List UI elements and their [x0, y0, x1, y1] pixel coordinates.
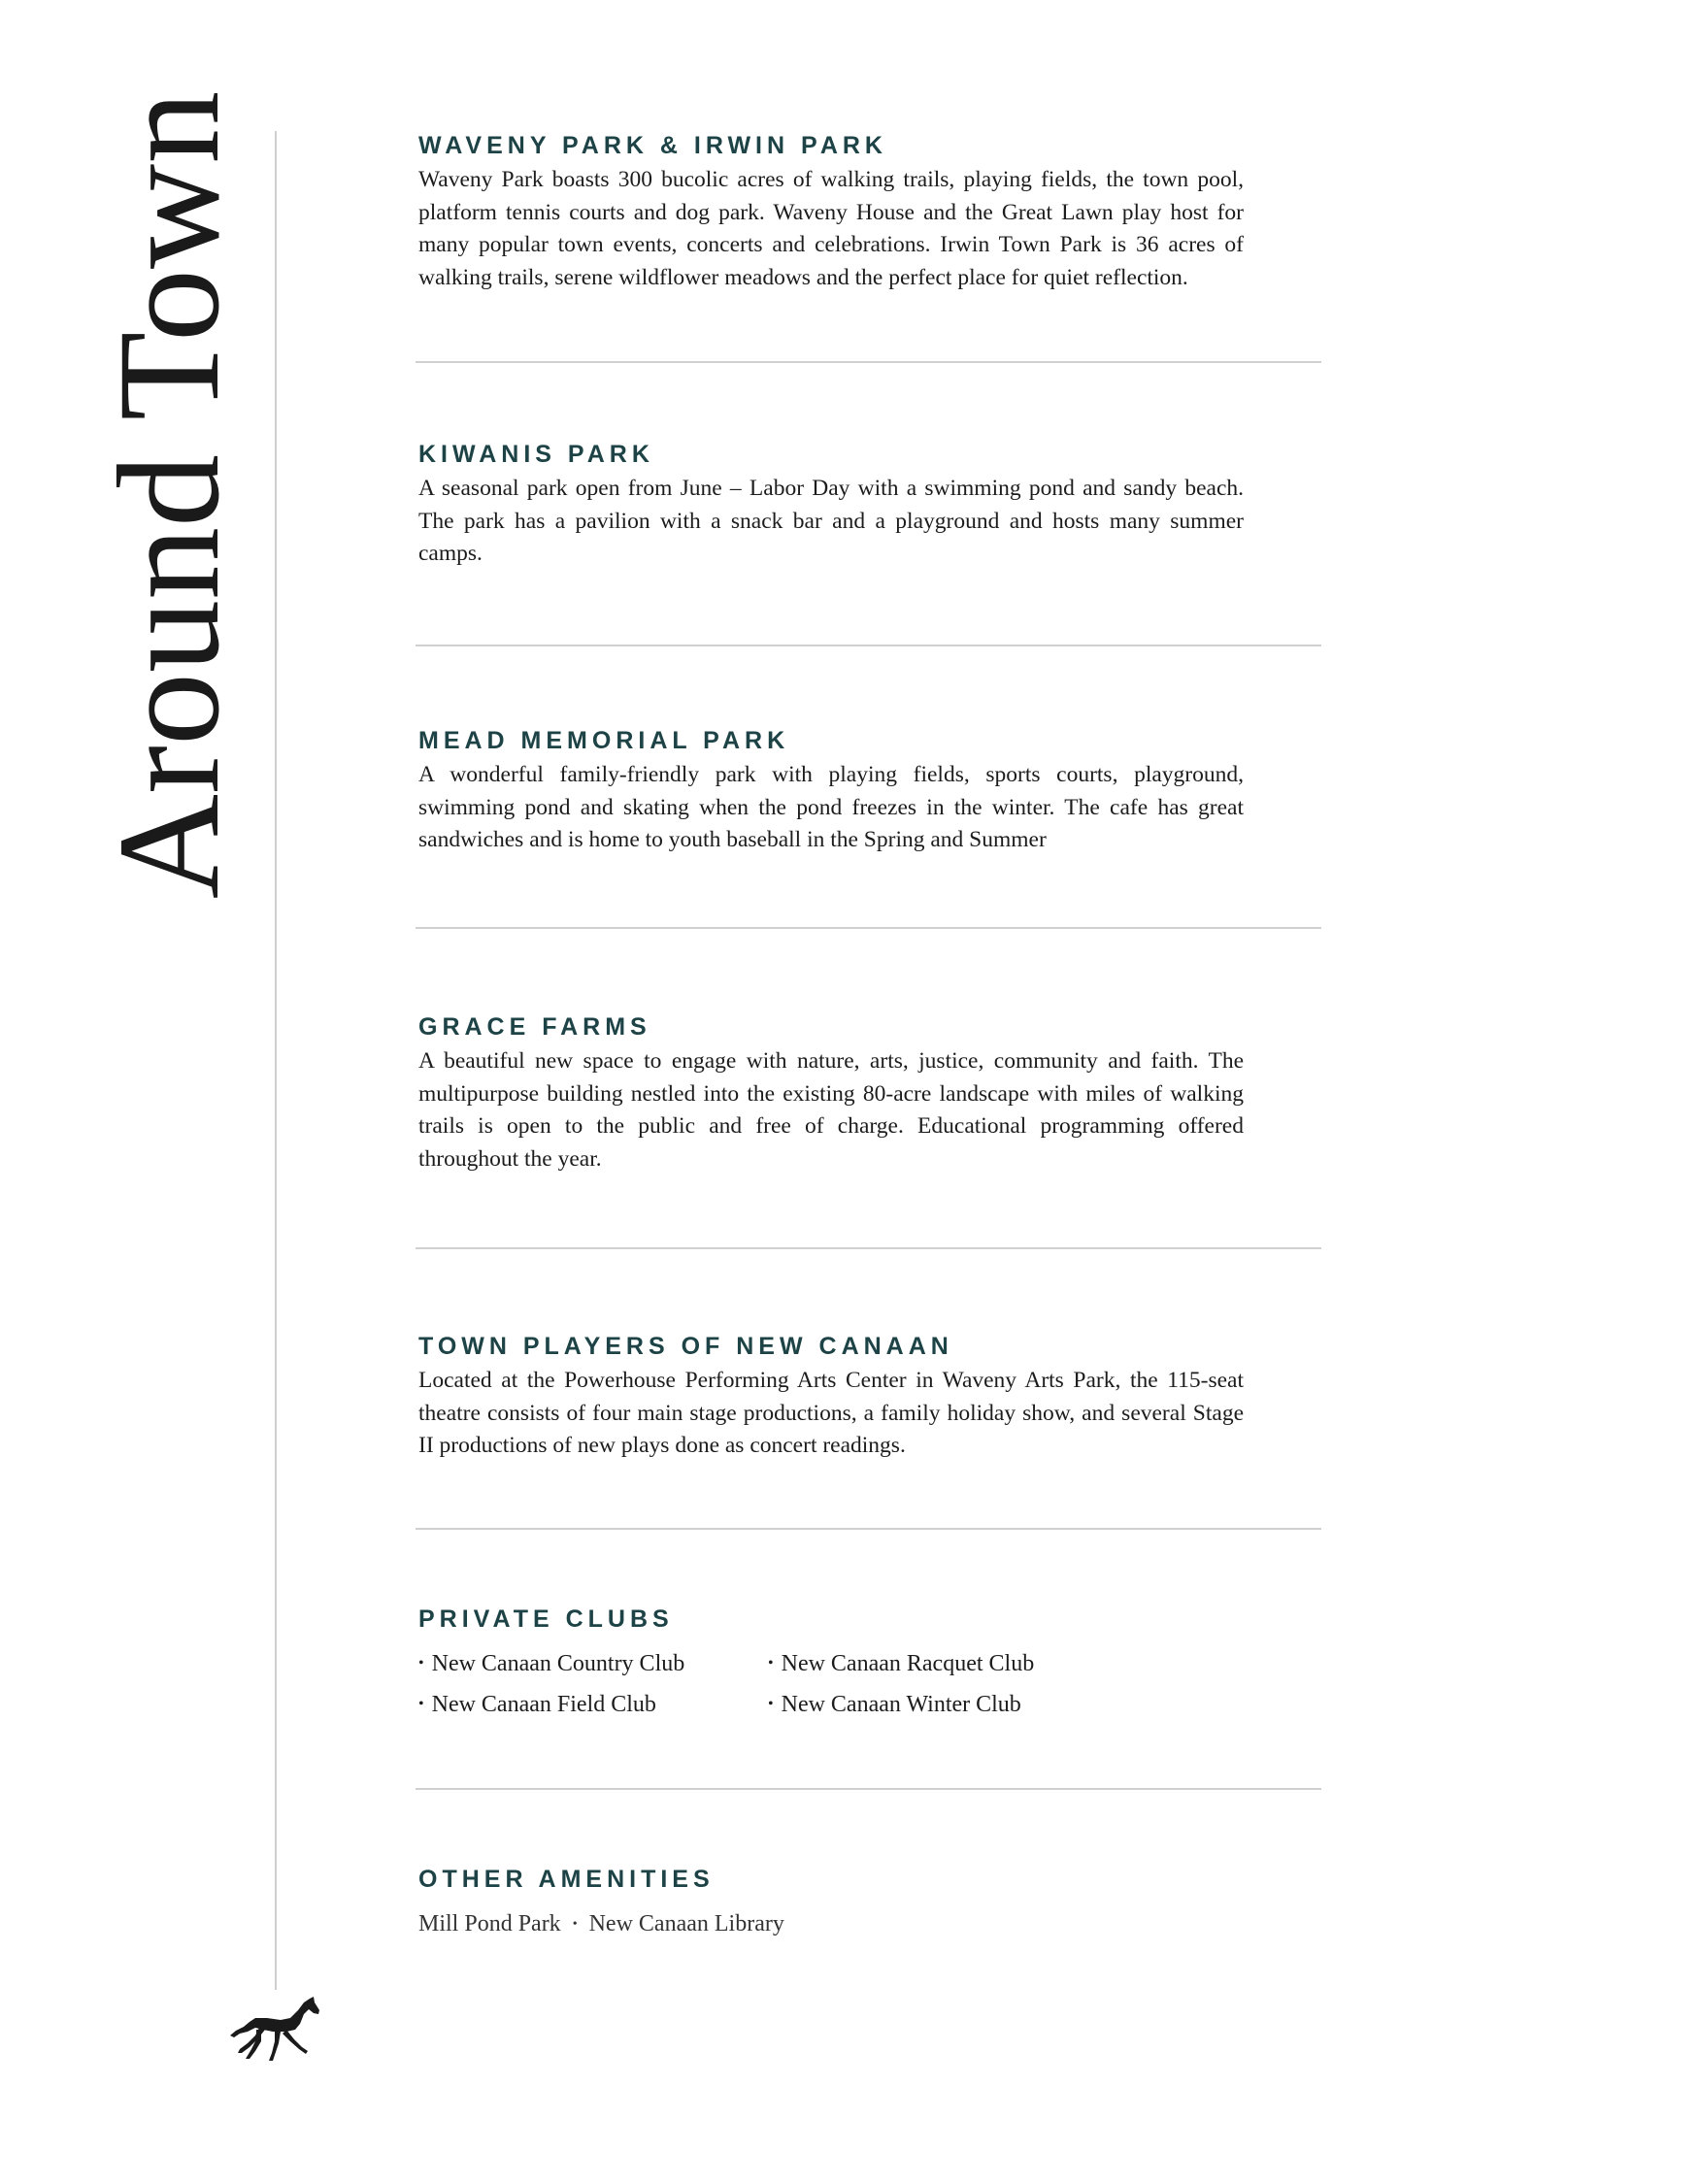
section-body: A seasonal park open from June – Labor Day with a swimming pond and sandy beach. The park has a pavilion with a snack bar and a playground and hosts many summer camps.	[418, 476, 1244, 566]
vertical-rule	[275, 131, 277, 1990]
section-body: A beautiful new space to engage with nature, arts, justice, community and faith. The multipurpose building nestled into the existing 80-acre landscape with miles of walking trails is open to the public and free of charge. Educational programming offered throughout the year.	[418, 1048, 1244, 1172]
section-divider	[416, 645, 1321, 646]
section-body: Located at the Powerhouse Performing Arts Center in Waveny Arts Park, the 115-seat theatre consists of four main stage productions, a family holiday show, and several Stage II productions of new plays done as concert readings.	[418, 1368, 1244, 1458]
section-mead-memorial-park	[418, 726, 1244, 857]
bullet-icon: •	[572, 1917, 578, 1932]
section-town-players	[418, 1332, 1244, 1463]
section-heading: PRIVATE CLUBS	[418, 1605, 674, 1633]
horse-logo-icon	[226, 1995, 323, 2065]
bullet-icon: •	[418, 1655, 424, 1671]
list-item: Mill Pond Park	[418, 1911, 561, 1936]
section-divider	[416, 1788, 1321, 1790]
page-title-vertical	[88, 90, 250, 900]
page-title: Around Town	[88, 90, 250, 900]
list-item: • New Canaan Country Club	[418, 1647, 768, 1680]
section-divider	[416, 1528, 1321, 1530]
section-heading: KIWANIS PARK	[418, 441, 654, 468]
section-heading: TOWN PLAYERS OF NEW CANAAN	[418, 1333, 953, 1360]
list-item: • New Canaan Field Club	[418, 1688, 768, 1721]
list-item: • New Canaan Winter Club	[768, 1688, 1117, 1721]
bullet-icon: •	[768, 1655, 774, 1671]
section-divider	[416, 1247, 1321, 1249]
clubs-list	[418, 1647, 1244, 1721]
amenities-list	[418, 1907, 1244, 1941]
bullet-icon: •	[768, 1696, 774, 1712]
section-private-clubs	[418, 1605, 1244, 1721]
section-divider	[416, 927, 1321, 929]
section-kiwanis-park	[418, 440, 1244, 571]
section-other-amenities	[418, 1865, 1244, 1941]
section-divider	[416, 361, 1321, 363]
section-grace-farms	[418, 1012, 1244, 1175]
list-item: New Canaan Library	[588, 1911, 784, 1936]
section-heading: WAVENY PARK & IRWIN PARK	[418, 132, 887, 159]
section-heading: OTHER AMENITIES	[418, 1866, 715, 1893]
section-body: A wonderful family-friendly park with playing fields, sports courts, playground, swimming pond and skating when the pond freezes in the winter. The cafe has great sandwiches and is home to youth baseball in the Spring and Summer	[418, 762, 1244, 852]
section-body: Waveny Park boasts 300 bucolic acres of walking trails, playing fields, the town pool, platform tennis courts and dog park. Waveny House and the Great Lawn play host for many popular town events, concerts and celebrations. Irwin Town Park is 36 acres of walking trails, serene wildflower meadows and the perfect place for quiet reflection.	[418, 167, 1244, 290]
section-heading: GRACE FARMS	[418, 1013, 651, 1041]
bullet-icon: •	[418, 1696, 424, 1712]
section-heading: MEAD MEMORIAL PARK	[418, 727, 790, 754]
list-item: • New Canaan Racquet Club	[768, 1647, 1117, 1680]
section-waveny-park	[418, 131, 1244, 294]
